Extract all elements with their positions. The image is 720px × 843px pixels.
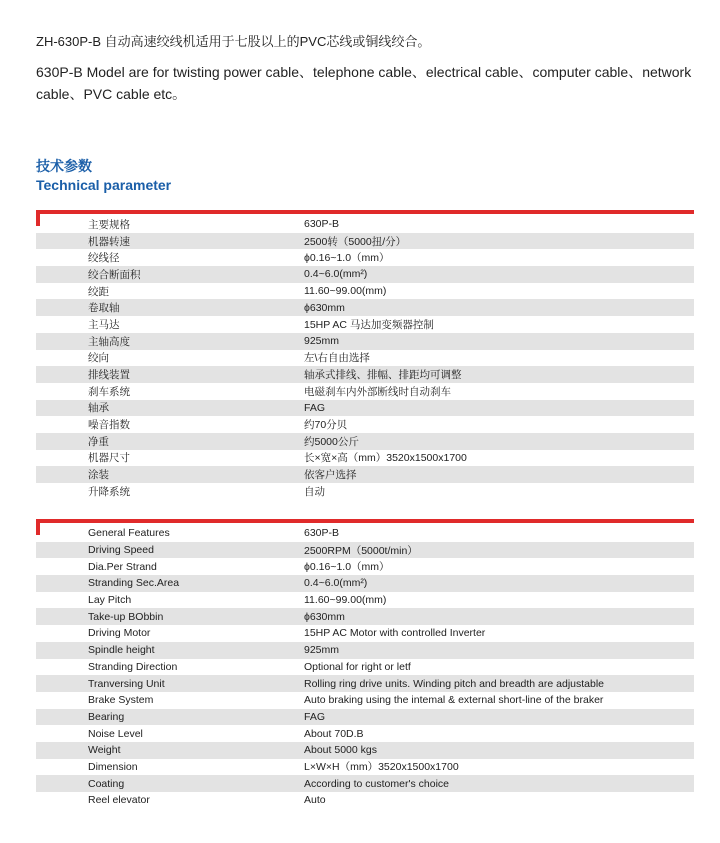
table-row	[36, 433, 694, 450]
intro-line-zh: ZH-630P-B 自动高速绞线机适用于七股以上的PVC芯线或铜线绞合。	[36, 34, 431, 49]
row-label: Tranversing Unit	[88, 677, 165, 690]
row-label: Driving Motor	[88, 627, 151, 640]
row-value: 11.60~99.00(mm)	[304, 285, 387, 298]
row-label: 绞线径	[88, 252, 120, 265]
table-row	[36, 283, 694, 300]
table-row	[36, 642, 694, 659]
row-value: 0.4~6.0(mm²)	[304, 577, 368, 590]
row-label: General Features	[88, 527, 170, 540]
table-row	[36, 466, 694, 483]
table-row	[36, 316, 694, 333]
row-label: 涂装	[88, 469, 109, 482]
row-value: 约5000公斤	[304, 435, 359, 448]
row-label: 主马达	[88, 318, 120, 331]
table-top-bar	[36, 519, 694, 525]
table-row	[36, 299, 694, 316]
row-label: Dimension	[88, 760, 138, 773]
row-value: 左\右自由选择	[304, 352, 370, 365]
row-value: ϕ630mm	[304, 301, 345, 314]
table-row	[36, 759, 694, 776]
table-row	[36, 659, 694, 676]
table-row	[36, 575, 694, 592]
red-tick	[36, 519, 40, 535]
row-value: FAG	[304, 710, 326, 723]
row-label: Lay Pitch	[88, 594, 132, 607]
red-tick	[36, 210, 40, 226]
row-value: About 5000 kgs	[304, 744, 377, 757]
red-rule	[36, 519, 694, 523]
red-rule	[36, 210, 694, 214]
row-label: 净重	[88, 435, 109, 448]
row-label: 噪音指数	[88, 419, 130, 432]
row-label: 绞合断面积	[88, 268, 141, 281]
row-value: ϕ630mm	[304, 610, 345, 623]
row-value: Rolling ring drive units. Winding pitch and breadth are adjustable	[304, 677, 605, 690]
table-row	[36, 725, 694, 742]
row-label: Spindle height	[88, 644, 155, 657]
row-value: L×W×H（mm）3520x1500x1700	[304, 761, 459, 774]
row-label: Brake System	[88, 694, 154, 707]
table-row	[36, 625, 694, 642]
row-value: ϕ0.16~1.0（mm）	[304, 561, 390, 574]
row-value: According to customer's choice	[304, 777, 449, 790]
row-label: 升降系统	[88, 485, 130, 498]
heading-zh: 技术参数	[36, 158, 92, 174]
row-value: 630P-B	[304, 218, 340, 231]
row-label: Reel elevator	[88, 794, 150, 807]
row-value: 约70分贝	[304, 419, 348, 432]
spec-table-zh	[36, 210, 694, 500]
row-value: 长×宽×高（mm）3520x1500x1700	[304, 452, 467, 465]
row-label: Bearing	[88, 710, 125, 723]
table-row	[36, 216, 694, 233]
table-row	[36, 416, 694, 433]
row-value: 925mm	[304, 335, 340, 348]
row-value: 15HP AC Motor with controlled Inverter	[304, 627, 486, 640]
table-row	[36, 608, 694, 625]
row-label: Dia.Per Strand	[88, 560, 157, 573]
table-row	[36, 366, 694, 383]
table-row	[36, 233, 694, 250]
section-heading	[36, 157, 171, 194]
table-rows	[36, 525, 694, 809]
row-value: 2500RPM（5000t/min）	[304, 544, 418, 557]
row-value: 自动	[304, 485, 325, 498]
row-value: ϕ0.16~1.0（mm）	[304, 252, 390, 265]
row-label: 主轴高度	[88, 335, 130, 348]
row-label: Stranding Direction	[88, 660, 178, 673]
row-label: 机器转速	[88, 235, 130, 248]
row-value: Auto braking using the intemal & external short-line of the braker	[304, 694, 604, 707]
table-row	[36, 333, 694, 350]
table-row	[36, 266, 694, 283]
table-row	[36, 558, 694, 575]
row-value: About 70D.B	[304, 727, 364, 740]
row-value: 轴承式排线、排幅、排距均可调整	[304, 369, 462, 382]
row-label: 绞向	[88, 352, 109, 365]
row-value: Optional for right or letf	[304, 660, 411, 673]
table-row	[36, 709, 694, 726]
table-row	[36, 675, 694, 692]
table-row	[36, 742, 694, 759]
row-label: Take-up BObbin	[88, 610, 164, 623]
row-value: 电磁刹车内外部断线时自动刹车	[304, 385, 451, 398]
table-top-bar	[36, 210, 694, 216]
table-row	[36, 450, 694, 467]
row-value: 2500转（5000扭/分）	[304, 235, 407, 248]
row-label: Stranding Sec.Area	[88, 577, 180, 590]
row-label: Coating	[88, 777, 125, 790]
row-label: 主要规格	[88, 218, 130, 231]
row-value: 0.4~6.0(mm²)	[304, 268, 368, 281]
row-value: 925mm	[304, 644, 340, 657]
row-label: Driving Speed	[88, 544, 154, 557]
row-value: 15HP AC 马达加变频器控制	[304, 318, 434, 331]
spec-table-en	[36, 519, 694, 809]
table-row	[36, 483, 694, 500]
intro-line-en: 630P-B Model are for twisting power cable、telephone cable、electrical cable、computer cable、network cable、PVC cable etc。	[36, 64, 692, 102]
table-row	[36, 525, 694, 542]
row-label: 卷取轴	[88, 302, 120, 315]
row-value: 依客户选择	[304, 469, 357, 482]
table-row	[36, 592, 694, 609]
table-row	[36, 542, 694, 559]
row-label: 绞距	[88, 285, 109, 298]
table-row	[36, 350, 694, 367]
row-label: 机器尺寸	[88, 452, 130, 465]
row-value: FAG	[304, 401, 326, 414]
row-label: Noise Level	[88, 727, 143, 740]
row-label: 排线装置	[88, 369, 130, 382]
table-rows	[36, 216, 694, 500]
table-row	[36, 400, 694, 417]
row-label: 轴承	[88, 402, 109, 415]
heading-en: Technical parameter	[36, 177, 172, 193]
row-value: 11.60~99.00(mm)	[304, 594, 387, 607]
table-row	[36, 792, 694, 809]
row-label: Weight	[88, 744, 121, 757]
row-label: 刹车系统	[88, 385, 130, 398]
row-value: Auto	[304, 794, 326, 807]
table-row	[36, 775, 694, 792]
table-row	[36, 383, 694, 400]
intro	[36, 33, 706, 105]
table-row	[36, 692, 694, 709]
table-row	[36, 249, 694, 266]
row-value: 630P-B	[304, 527, 340, 540]
